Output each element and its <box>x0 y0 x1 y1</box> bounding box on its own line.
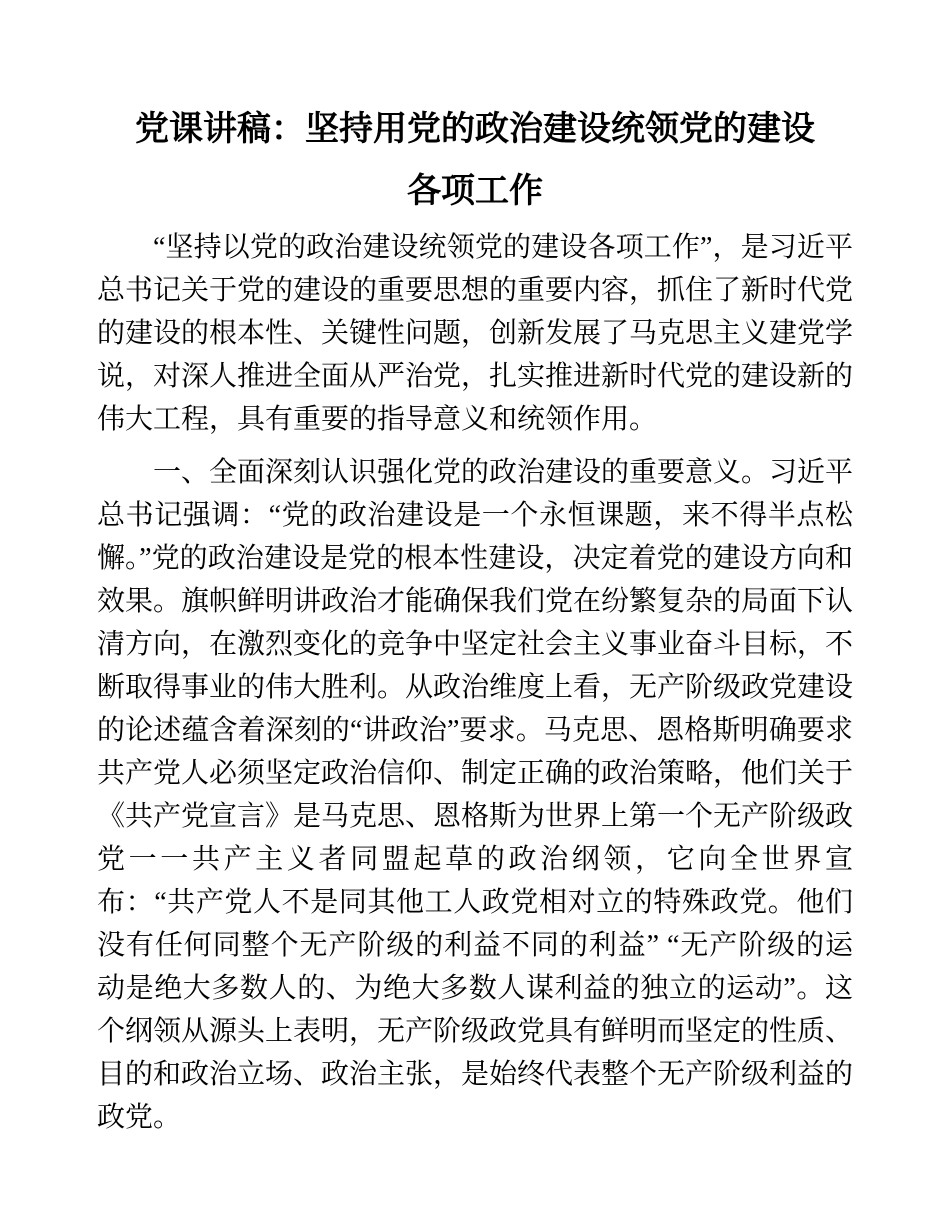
paragraph-section-one: 一、全面深刻认识强化党的政治建设的重要意义。习近平总书记强调：“党的政治建设是一个永恒课题，来不得半点松懈。”党的政治建设是党的根本性建设，决定着党的建设方向和效果。旗帜鲜明讲政治才能确保我们党在纷繁复杂的局面下认清方向，在激烈变化的竞争中坚定社会主义事业奋斗目标，不断取得事业的伟大胜利。从政治维度上看，无产阶级政党建设的论述蕴含着深刻的“讲政治”要求。马克思、恩格斯明确要求共产党人必须坚定政治信仰、制定正确的政治策略，他们关于《共产党宣言》是马克思、恩格斯为世界上第一个无产阶级政党一一共产主义者同盟起草的政治纲领，它向全世界宣布：“共产党人不是同其他工人政党相对立的特殊政党。他们没有任何同整个无产阶级的利益不同的利益” “无产阶级的运动是绝大多数人的、为绝大多数人谋利益的独立的运动”。这个纲领从源头上表明，无产阶级政党具有鲜明而坚定的性质、目的和政治立场、政治主张，是始终代表整个无产阶级利益的政党。 <box>97 457 854 1133</box>
paragraph-intro: “坚持以党的政治建设统领党的建设各项工作”，是习近平总书记关于党的建设的重要思想的重要内容，抓住了新时代党的建设的根本性、关键性问题，创新发展了马克思主义建党学说，对深人推进全面从严治党，扎实推进新时代党的建设新的伟大工程，具有重要的指导意义和统领作用。 <box>97 232 854 435</box>
document-title-line-1: 党课讲稿：坚持用党的政治建设统领党的建设 <box>135 110 815 148</box>
document-title <box>97 98 853 222</box>
document-title-line-2: 各项工作 <box>407 172 543 210</box>
